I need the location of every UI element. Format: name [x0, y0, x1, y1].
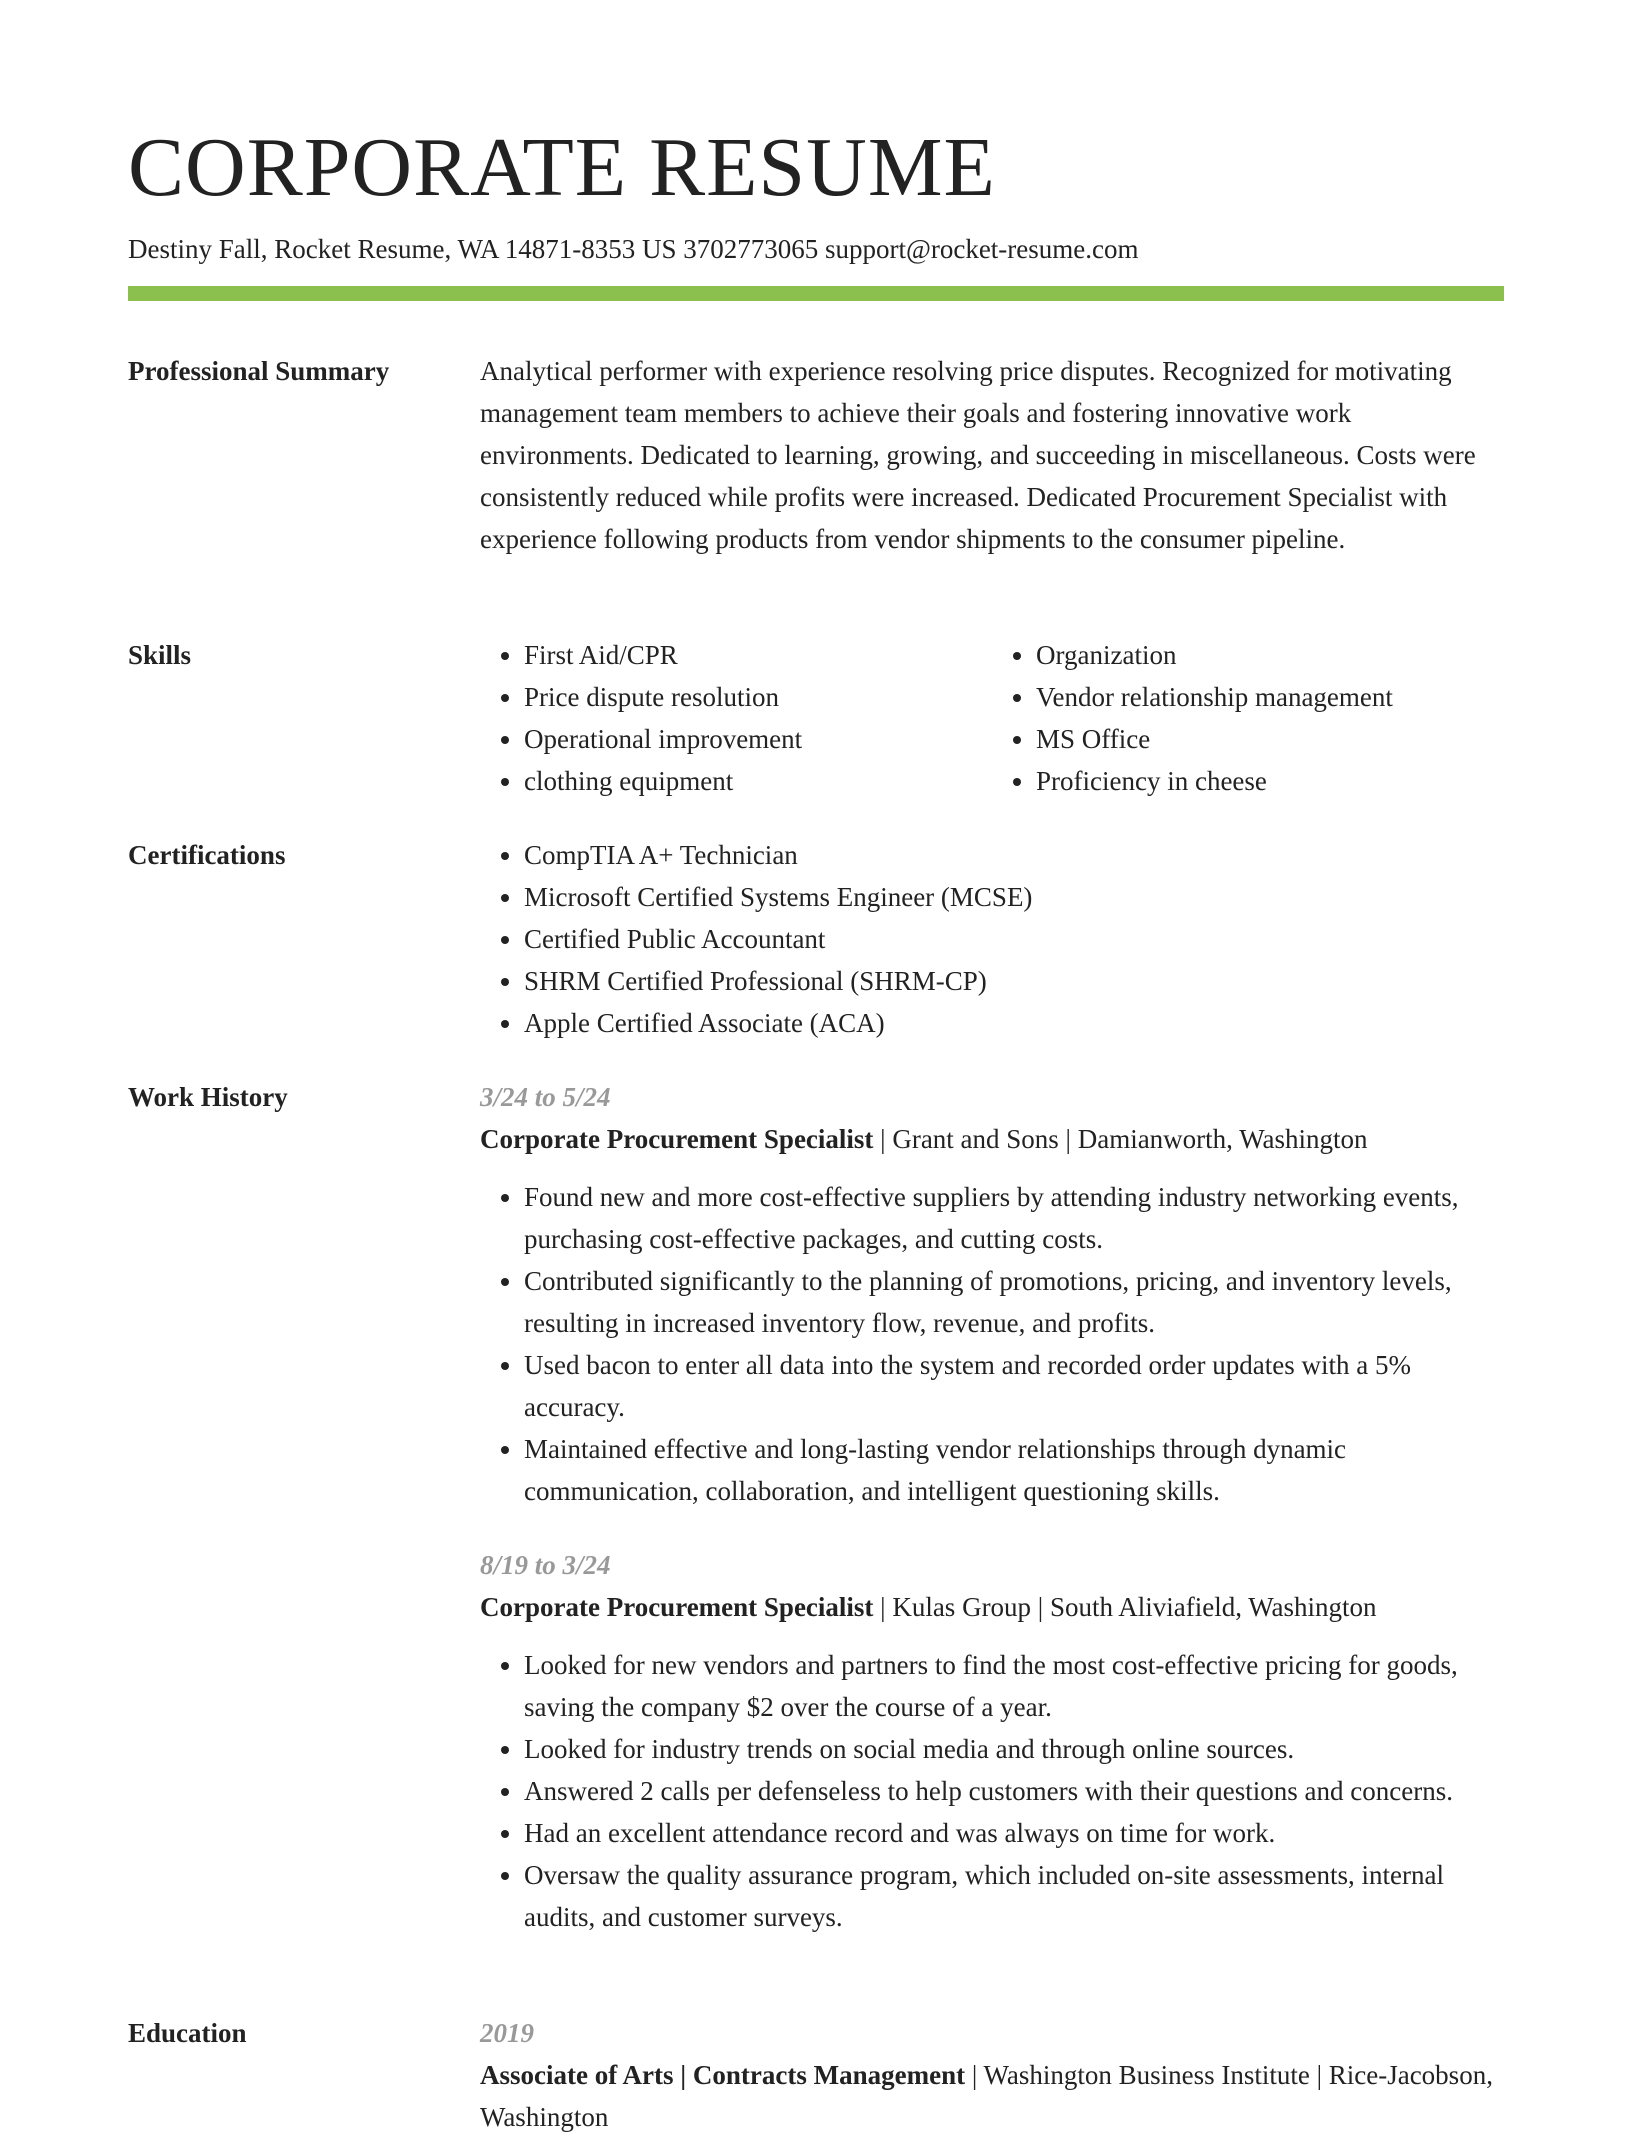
job-bullet: • Maintained effective and long-lasting vendor relationships through dynamic communication, collaboration, and intelligent questioning skills. [524, 1428, 1504, 1512]
education-details: | Washington Business Institute | Rice-Jacobson, Washington [480, 2060, 1493, 2132]
page-title: CORPORATE RESUME [128, 121, 996, 214]
job-bullet: • Found new and more cost-effective suppliers by attending industry networking events, purchasing cost-effective packages, and cutting costs. [524, 1176, 1504, 1260]
summary-body [480, 350, 1504, 560]
certifications-list [480, 834, 1504, 1044]
job-bullet: • Looked for industry trends on social media and through online sources. [524, 1728, 1504, 1770]
work-history-body [480, 1076, 1504, 1970]
certification-item: • Certified Public Accountant [524, 918, 1504, 960]
education-year: 2019 [480, 2018, 534, 2048]
skills-list-right [992, 634, 1504, 802]
skill-item: • Organization [1036, 634, 1504, 676]
job-bullet: • Looked for new vendors and partners to find the most cost-effective pricing for goods, saving the company $2 over the course of a year. [524, 1644, 1504, 1728]
education-body [480, 2012, 1504, 2138]
job-bullet: • Contributed significantly to the planning of promotions, pricing, and inventory levels, resulting in increased inventory flow, revenue, and profits. [524, 1260, 1504, 1344]
skill-item: • First Aid/CPR [524, 634, 992, 676]
skill-item: • MS Office [1036, 718, 1504, 760]
certifications-heading: Certifications [128, 840, 286, 870]
job-bullets [480, 1176, 1504, 1512]
skill-item: • clothing equipment [524, 760, 992, 802]
certification-item: • Microsoft Certified Systems Engineer (MCSE) [524, 876, 1504, 918]
job-bullet: • Used bacon to enter all data into the system and recorded order updates with a 5% accuracy. [524, 1344, 1504, 1428]
job-dates: 3/24 to 5/24 [480, 1082, 611, 1112]
job-bullet: • Oversaw the quality assurance program, which included on-site assessments, internal audits, and customer surveys. [524, 1854, 1504, 1938]
certification-item: • Apple Certified Associate (ACA) [524, 1002, 1504, 1044]
education-line [480, 2054, 1504, 2138]
job-title: Corporate Procurement Specialist [480, 1124, 874, 1154]
job-bullet: • Answered 2 calls per defenseless to help customers with their questions and concerns. [524, 1770, 1504, 1812]
contact-info: Destiny Fall, Rocket Resume, WA 14871-8353 US 3702773065 support@rocket-resume.com [128, 234, 1139, 264]
skills-heading: Skills [128, 640, 192, 670]
education-heading: Education [128, 2018, 247, 2048]
job-entry [480, 1544, 1504, 1938]
job-details: | Grant and Sons | Damianworth, Washington [873, 1124, 1368, 1154]
job-heading [480, 1118, 1504, 1160]
certification-item: • CompTIA A+ Technician [524, 834, 1504, 876]
job-title: Corporate Procurement Specialist [480, 1592, 874, 1622]
summary-heading: Professional Summary [128, 356, 390, 386]
certification-item: • SHRM Certified Professional (SHRM-CP) [524, 960, 1504, 1002]
work-history-heading: Work History [128, 1082, 288, 1112]
skill-item: • Price dispute resolution [524, 676, 992, 718]
skill-item: • Vendor relationship management [1036, 676, 1504, 718]
job-details: | Kulas Group | South Aliviafield, Washington [873, 1592, 1377, 1622]
job-heading [480, 1586, 1504, 1628]
job-bullet: • Had an excellent attendance record and was always on time for work. [524, 1812, 1504, 1854]
skill-item: • Proficiency in cheese [1036, 760, 1504, 802]
job-dates: 8/19 to 3/24 [480, 1550, 611, 1580]
job-bullets [480, 1644, 1504, 1938]
accent-divider [128, 286, 1504, 301]
summary-text: Analytical performer with experience resolving price disputes. Recognized for motivating management team members to achieve their goals and fostering innovative work environments. Dedicated to learning, growing, and succeeding in miscellaneous. Costs were consistently reduced while profits were increased. Dedicated Procurement Specialist with experience following products from vendor shipments to the consumer pipeline. [480, 356, 1476, 554]
degree-title: Associate of Arts | Contracts Management [480, 2060, 966, 2090]
certifications-body [480, 834, 1504, 1044]
job-entry [480, 1076, 1504, 1512]
skill-item: • Operational improvement [524, 718, 992, 760]
skills-list-left [480, 634, 992, 802]
skills-columns [480, 634, 1504, 802]
